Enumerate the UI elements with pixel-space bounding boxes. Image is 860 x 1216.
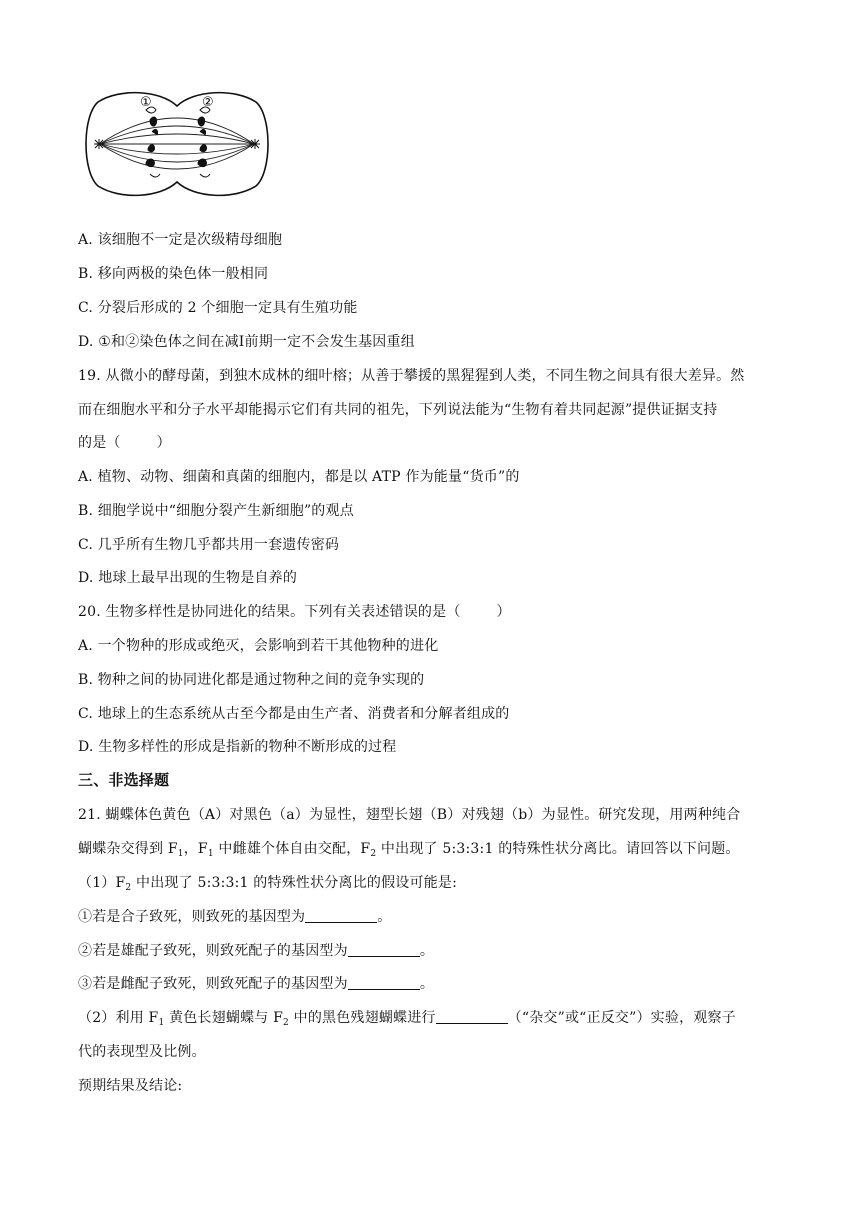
subscript: 1 <box>158 1018 165 1028</box>
q21-text: 。 <box>419 976 435 992</box>
q21-text: 中出现了 5:3:3:1 的特殊性状分离比。请回答以下问题。 <box>376 841 740 857</box>
q19-stem-end: 的是（ <box>78 435 121 451</box>
q21-text: ②若是雄配子致死，则致死配子的基因型为 <box>78 943 348 959</box>
subscript: 1 <box>207 849 214 859</box>
q20-option-b: B. 物种之间的协同进化都是通过物种之间的竞争实现的 <box>78 672 425 688</box>
q18-option-d: D. ①和②染色体之间在减Ⅰ前期一定不会发生基因重组 <box>78 334 415 350</box>
answer-blank-4[interactable] <box>436 1009 508 1024</box>
spindle-fibers <box>100 118 254 169</box>
cell-division-figure <box>80 84 274 204</box>
q19-option-a: A. 植物、动物、细菌和真菌的细胞内，都是以 ATP 作为能量“货币”的 <box>78 469 520 485</box>
q21-text: 黄色长翅蝴蝶与 F <box>164 1010 284 1026</box>
subscript: 2 <box>283 1018 289 1028</box>
q21-text: ，F <box>183 841 208 857</box>
answer-blank-1[interactable] <box>305 908 377 923</box>
q19-stem-line2: 而在细胞水平和分子水平却能揭示它们有共同的祖先，下列说法能为“生物有着共同起源”提供证据支持 <box>78 402 718 418</box>
q21-text: 中的黑色残翅蝴蝶进行 <box>288 1010 436 1026</box>
subscript: 2 <box>370 849 377 859</box>
q21-part1 <box>78 873 457 893</box>
q19-stem-close: ） <box>156 435 171 451</box>
q20-option-a: A. 一个物种的形成或绝灭，会影响到若干其他物种的进化 <box>78 638 439 654</box>
centrosome-right <box>250 139 260 149</box>
q21-text: 。 <box>377 909 392 925</box>
q18-option-a: A. 该细胞不一定是次级精母细胞 <box>78 232 283 248</box>
q21-expected: 预期结果及结论: <box>78 1078 183 1094</box>
answer-blank-3[interactable] <box>348 975 420 990</box>
q21-part2-line2: 代的表现型及比例。 <box>78 1044 206 1060</box>
q21-text: ③若是雌配子致死，则致死配子的基因型为 <box>78 976 348 992</box>
q21-case1 <box>78 907 391 927</box>
q21-text: 中出现了 5:3:3:1 的特殊性状分离比的假设可能是: <box>131 875 458 891</box>
q20-option-d: D. 生物多样性的形成是指新的物种不断形成的过程 <box>78 739 397 755</box>
q21-text: 蝴蝶杂交得到 F <box>78 841 178 857</box>
q21-text: （2）利用 F <box>78 1010 159 1026</box>
q21-text: ①若是合子致死，则致死的基因型为 <box>78 909 306 925</box>
q21-stem-line1: 21. 蝴蝶体色黄色（A）对黑色（a）为显性，翅型长翅（B）对残翅（b）为显性。研究发现，用两种纯合 <box>78 807 741 823</box>
answer-blank-2[interactable] <box>348 942 420 957</box>
q19-stem-line1: 19. 从微小的酵母菌，到独木成林的细叶榕；从善于攀援的黑猩猩到人类，不同生物之间具有很大差异。然 <box>78 368 745 384</box>
q19-option-c: C. 几乎所有生物几乎都共用一套遗传密码 <box>78 537 340 553</box>
q21-part2 <box>78 1008 736 1028</box>
q20-stem <box>78 602 511 622</box>
q21-text: 。 <box>419 943 435 959</box>
q18-option-b: B. 移向两极的染色体一般相同 <box>78 266 269 282</box>
centrosome-left <box>94 139 104 149</box>
q21-text: （1）F <box>78 875 126 891</box>
q21-text: （“杂交”或“正反交”）实验，观察子 <box>507 1010 736 1026</box>
q21-text: 中雌雄个体自由交配，F <box>213 841 371 857</box>
label-1: ① <box>140 95 152 110</box>
subscript: 1 <box>177 849 184 859</box>
q20-stem-text: 20. 生物多样性是协同进化的结果。下列有关表述错误的是（ <box>78 604 461 620</box>
q19-stem-line3 <box>78 433 171 453</box>
q21-case2 <box>78 941 434 961</box>
q21-case3 <box>78 974 434 994</box>
q21-stem-line2 <box>78 839 740 859</box>
q18-option-c: C. 分裂后形成的 2 个细胞一定具有生殖功能 <box>78 300 358 316</box>
q19-option-b: B. 细胞学说中“细胞分裂产生新细胞”的观点 <box>78 503 354 519</box>
section3-heading: 三、非选择题 <box>78 771 170 789</box>
subscript: 2 <box>125 883 132 893</box>
q20-option-c: C. 地球上的生态系统从古至今都是由生产者、消费者和分解者组成的 <box>78 706 510 722</box>
label-2: ② <box>202 95 214 110</box>
q20-stem-close: ） <box>496 604 511 620</box>
q19-option-d: D. 地球上最早出现的生物是自养的 <box>78 570 298 586</box>
